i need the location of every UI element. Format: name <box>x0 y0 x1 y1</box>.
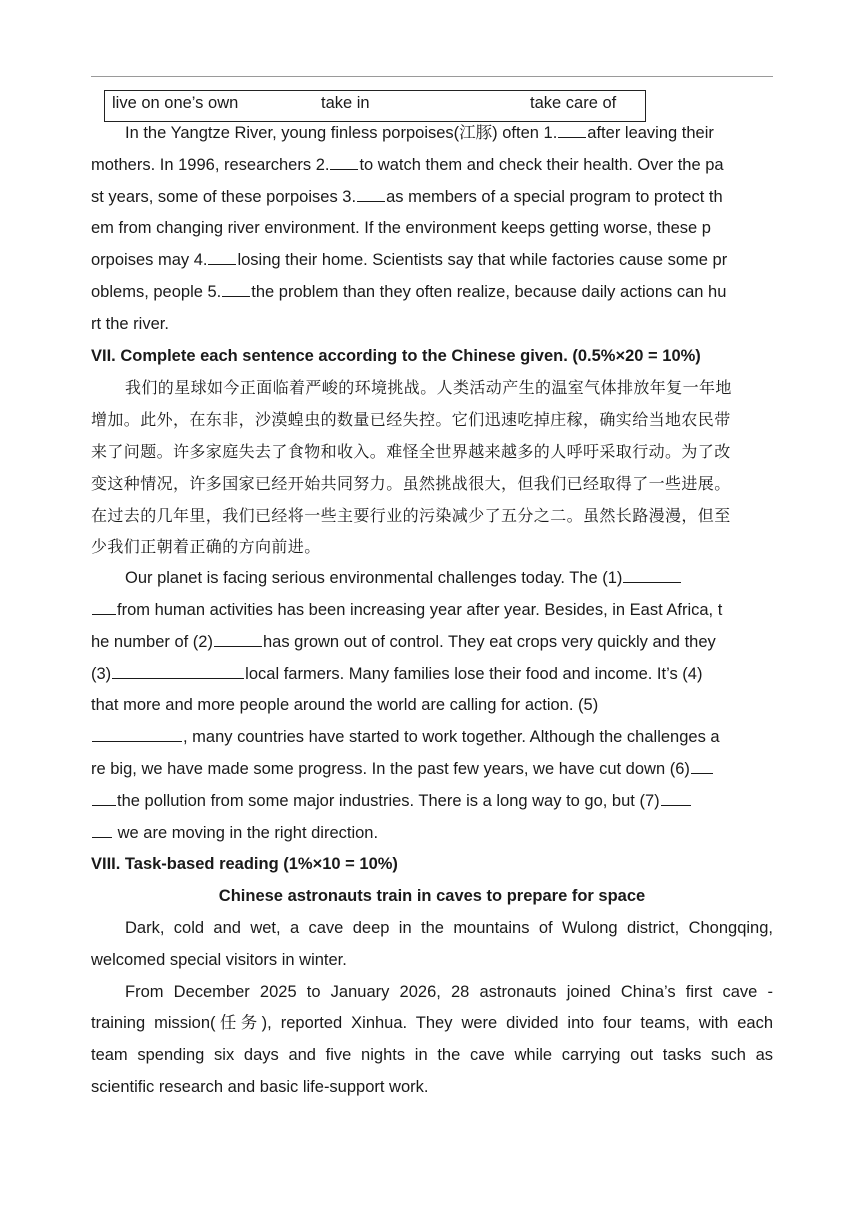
answer-blank[interactable] <box>92 836 112 838</box>
english-line: the pollution from some major industries. There is a long way to go, but (7) <box>91 786 773 818</box>
article-line: training mission(任务), reported Xinhua. They were divided into four teams, with each <box>91 1014 773 1033</box>
english-line: he number of (2) has grown out of control. They eat crops very quickly and they <box>91 632 716 651</box>
chinese-line: 增加。此外，在东非，沙漠蝗虫的数量已经失控。它们迅速吃掉庄稼，确实给当地农民带 <box>91 410 731 430</box>
english-line: we are moving in the right direction. <box>91 818 773 850</box>
passage-line: rt the river. <box>91 314 169 333</box>
passage-line: In the Yangtze River, young finless porpoises(江豚) often 1. after leaving their <box>125 124 714 142</box>
english-line: from human activities has been increasing year after year. Besides, in East Africa, t <box>91 595 773 627</box>
passage-line: mothers. In 1996, researchers 2. to watch them and check their health. Over the pa <box>91 155 724 174</box>
section-heading: VIII. Task-based reading (1%×10 = 10%) <box>91 855 398 874</box>
chinese-line: 少我们正朝着正确的方向前进。 <box>91 537 321 557</box>
article-title: Chinese astronauts train in caves to prepare for space <box>218 887 646 906</box>
english-line: Our planet is facing serious environmental challenges today. The (1) <box>91 563 773 595</box>
word-option: live on one’s own <box>112 94 239 112</box>
english-line: (3) local farmers. Many families lose their food and income. It’s (4) <box>91 664 703 683</box>
chinese-line: 来了问题。许多家庭失去了食物和收入。难怪全世界越来越多的人呼吁采取行动。为了改 <box>91 441 731 461</box>
word-option: take care of <box>530 94 617 112</box>
answer-blank[interactable] <box>222 295 250 297</box>
answer-blank[interactable] <box>92 613 116 615</box>
answer-blank[interactable] <box>92 740 182 742</box>
header-rule <box>91 76 773 77</box>
chinese-line: 变这种情况，许多国家已经开始共同努力。虽然挑战很大，但我们已经取得了一些进展。 <box>91 473 731 493</box>
answer-blank[interactable] <box>92 804 116 806</box>
english-line: , many countries have started to work together. Although the challenges a <box>91 722 773 754</box>
passage-line: em from changing river environment. If the environment keeps getting worse, these p <box>91 219 711 238</box>
english-line: that more and more people around the world are calling for action. (5) <box>91 696 599 715</box>
article-line: welcomed special visitors in winter. <box>91 950 347 969</box>
passage-line: st years, some of these porpoises 3. as members of a special program to protect th <box>91 187 723 206</box>
answer-blank[interactable] <box>357 200 385 202</box>
document-body <box>91 118 773 1104</box>
chinese-line: 我们的星球如今正面临着严峻的环境挑战。人类活动产生的温室气体排放年复一年地 <box>125 378 732 398</box>
passage-line: orpoises may 4. losing their home. Scientists say that while factories cause some pr <box>91 251 728 270</box>
chinese-line: 在过去的几年里，我们已经将一些主要行业的污染减少了五分之二。虽然长路漫漫，但至 <box>91 505 731 525</box>
answer-blank[interactable] <box>691 772 713 774</box>
english-line: re big, we have made some progress. In the past few years, we have cut down (6) <box>91 754 773 786</box>
passage-line: oblems, people 5. the problem than they often realize, because daily actions can hu <box>91 282 727 301</box>
article-line: team spending six days and five nights in the cave while carrying out tasks such as <box>91 1046 773 1065</box>
answer-blank[interactable] <box>208 263 236 265</box>
answer-blank[interactable] <box>214 645 262 647</box>
article-line: scientific research and basic life-support work. <box>91 1077 429 1096</box>
answer-blank[interactable] <box>623 581 681 583</box>
answer-blank[interactable] <box>558 136 586 138</box>
answer-blank[interactable] <box>661 804 691 806</box>
article-line: Dark, cold and wet, a cave deep in the mountains of Wulong district, Chongqing, <box>125 918 773 937</box>
word-option: take in <box>321 94 370 112</box>
article-line: From December 2025 to January 2026, 28 astronauts joined China’s first cave - <box>125 982 773 1001</box>
answer-blank[interactable] <box>112 677 244 679</box>
answer-blank[interactable] <box>330 168 358 170</box>
section-heading: VII. Complete each sentence according to the Chinese given. (0.5%×20 = 10%) <box>91 346 701 365</box>
